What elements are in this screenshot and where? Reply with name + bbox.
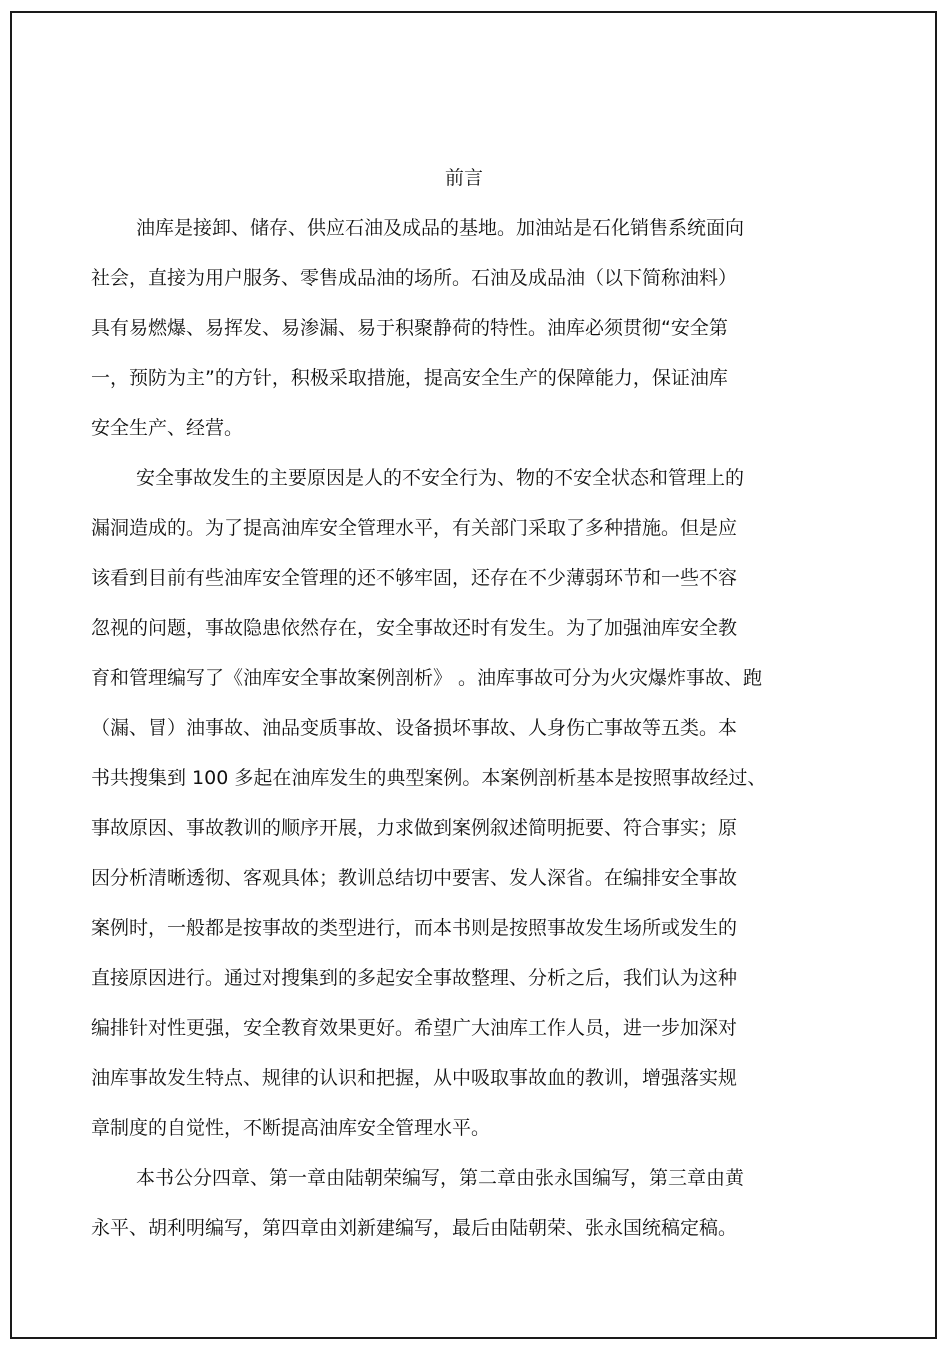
page-title: 前言 — [444, 167, 483, 189]
text-line: 书共搜集到 100 多起在油库发生的典型案例。本案例剖析基本是按照事故经过、 — [91, 767, 767, 789]
text-line: 油库事故发生特点、规律的认识和把握，从中吸取事故血的教训，增强落实规 — [91, 1067, 738, 1089]
text-line: 因分析清晰透彻、客观具体；教训总结切中要害、发人深省。在编排安全事故 — [91, 867, 738, 889]
paragraph-causes — [91, 453, 851, 1153]
text-line: 漏洞造成的。为了提高油库安全管理水平，有关部门采取了多种措施。但是应 — [91, 517, 738, 539]
text-line: 章制度的自觉性，不断提高油库安全管理水平。 — [91, 1117, 491, 1139]
document-page — [10, 11, 937, 1339]
text-line: （漏、冒）油事故、油品变质事故、设备损坏事故、人身伤亡事故等五类。本 — [91, 717, 738, 739]
text-line: 一，预防为主”的方针，积极采取措施，提高安全生产的保障能力，保证油库 — [91, 367, 728, 389]
text-line: 该看到目前有些油库安全管理的还不够牢固，还存在不少薄弱环节和一些不容 — [91, 567, 738, 589]
text-line: 编排针对性更强，安全教育效果更好。希望广大油库工作人员，进一步加深对 — [91, 1017, 738, 1039]
text-line: 事故原因、事故教训的顺序开展，力求做到案例叙述简明扼要、符合事实；原 — [91, 817, 738, 839]
paragraph-authors — [91, 1153, 851, 1253]
text-line: 永平、胡利明编写，第四章由刘新建编写，最后由陆朝荣、张永国统稿定稿。 — [91, 1217, 738, 1239]
text-line: 安全事故发生的主要原因是人的不安全行为、物的不安全状态和管理上的 — [136, 467, 745, 489]
text-line: 本书公分四章、第一章由陆朝荣编写，第二章由张永国编写，第三章由黄 — [136, 1167, 745, 1189]
text-line: 直接原因进行。通过对搜集到的多起安全事故整理、分析之后，我们认为这种 — [91, 967, 738, 989]
text-line: 社会，直接为用户服务、零售成品油的场所。石油及成品油（以下简称油料） — [91, 267, 738, 289]
text-line: 安全生产、经营。 — [91, 417, 244, 439]
text-line: 忽视的问题，事故隐患依然存在，安全事故还时有发生。为了加强油库安全教 — [91, 617, 738, 639]
text-line: 案例时，一般都是按事故的类型进行，而本书则是按照事故发生场所或发生的 — [91, 917, 738, 939]
text-line: 育和管理编写了《油库安全事故案例剖析》 。油库事故可分为火灾爆炸事故、跑 — [91, 667, 763, 689]
text-line: 具有易燃爆、易挥发、易渗漏、易于积聚静荷的特性。油库必须贯彻“安全第 — [91, 317, 728, 339]
text-line: 油库是接卸、储存、供应石油及成品的基地。加油站是石化销售系统面向 — [136, 217, 745, 239]
paragraph-intro — [91, 203, 851, 453]
document-content — [91, 153, 851, 1253]
